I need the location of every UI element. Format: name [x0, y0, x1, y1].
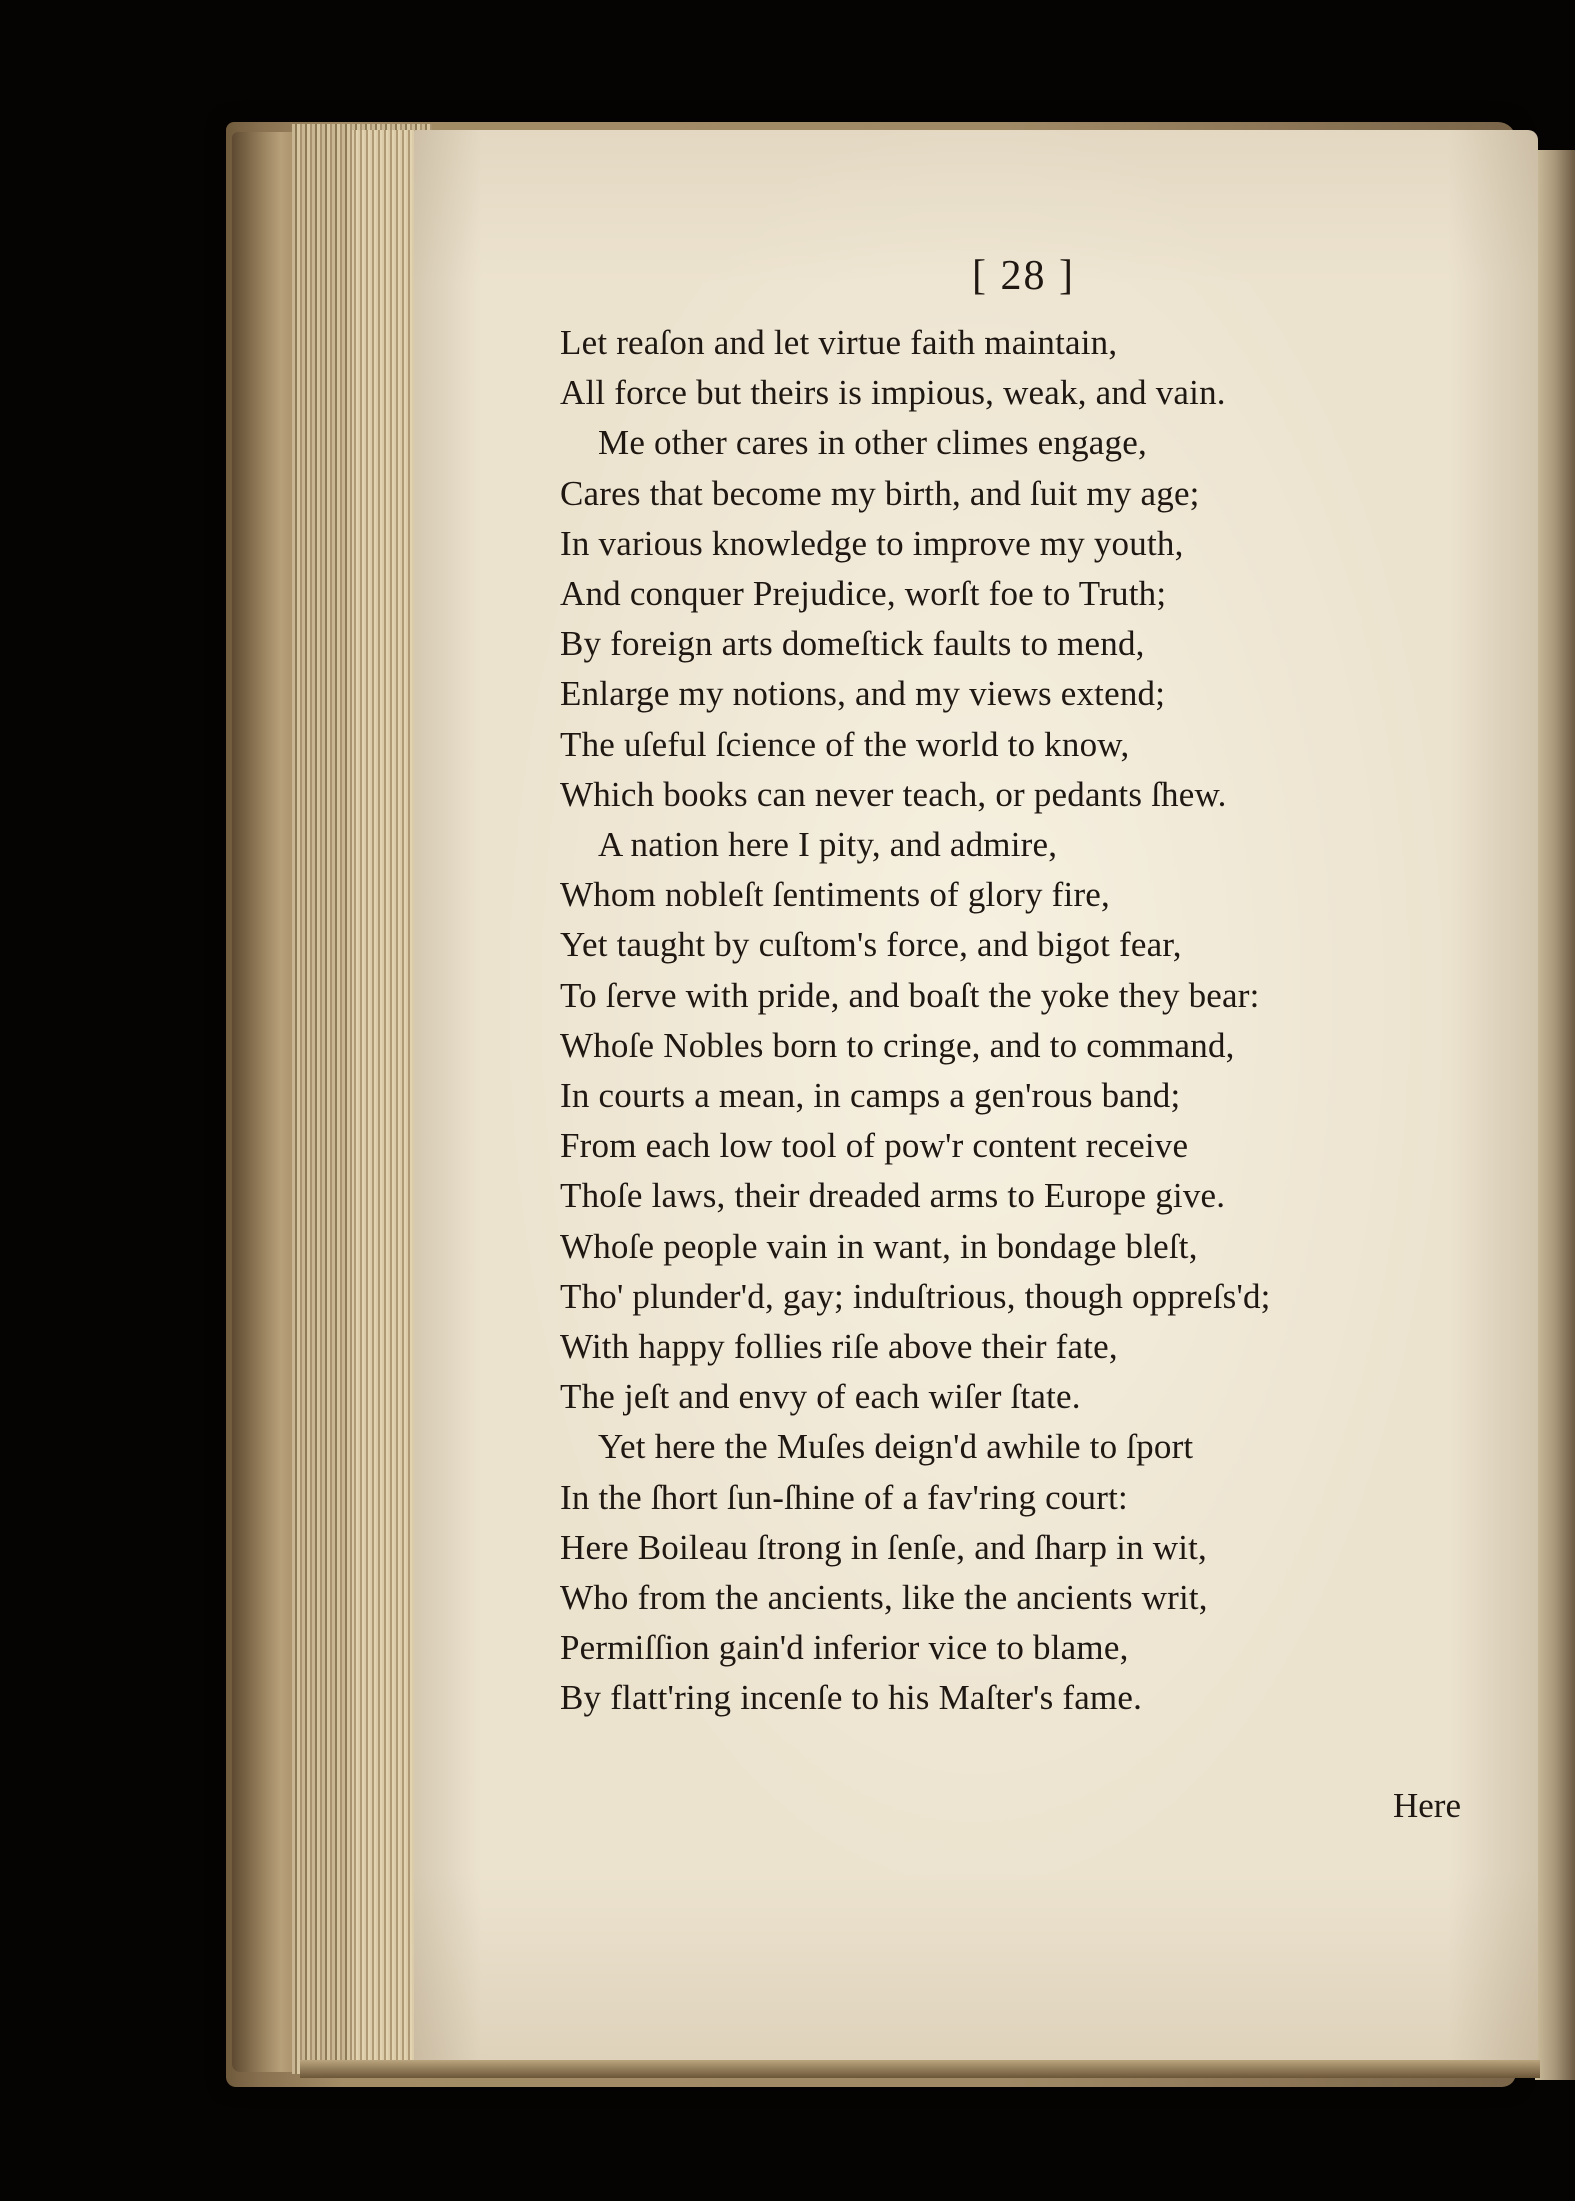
poem-line: Me other cares in other climes engage, — [598, 423, 1147, 463]
poem-line: Yet here the Muſes deign'd awhile to ſport — [598, 1427, 1194, 1467]
poem-line: Let reaſon and let virtue faith maintain, — [560, 323, 1118, 362]
poem-line: Who from the ancients, like the ancients writ, — [560, 1578, 1208, 1618]
poem-line: By foreign arts domeſtick faults to mend, — [560, 624, 1145, 664]
poem-line: Whoſe people vain in want, in bondage bleſt, — [560, 1226, 1198, 1266]
page-edges-inner — [352, 130, 416, 2065]
book-bottom-edge — [300, 2060, 1540, 2078]
poem-line: Which books can never teach, or pedants ſhew. — [560, 774, 1227, 814]
poem-line: Enlarge my notions, and my views extend; — [560, 674, 1166, 714]
poem-line: Whom nobleſt ſentiments of glory fire, — [560, 875, 1110, 915]
poem-line: To ſerve with pride, and boaſt the yoke they bear: — [560, 975, 1260, 1015]
poem-line: In the ſhort ſun-ſhine of a fav'ring court: — [560, 1477, 1128, 1517]
poem-line: Here Boileau ſtrong in ſenſe, and ſharp in wit, — [560, 1527, 1208, 1567]
poem-line: Cares that become my birth, and ſuit my age; — [560, 473, 1200, 513]
poem-line: And conquer Prejudice, worſt foe to Truth; — [560, 574, 1167, 614]
poem-line: In courts a mean, in camps a gen'rous band; — [560, 1076, 1181, 1116]
poem-line: Permiſſion gain'd inferior vice to blame, — [560, 1628, 1129, 1668]
poem-line: Thoſe laws, their dreaded arms to Europe give. — [560, 1176, 1226, 1216]
catchword: Here — [1393, 1786, 1462, 1825]
page-number-header: [ 28 ] — [972, 253, 1075, 299]
poem-line: All force but theirs is impious, weak, and vain. — [560, 373, 1226, 413]
poem-line: From each low tool of pow'r content receive — [560, 1126, 1189, 1166]
poem-line: By flatt'ring incenſe to his Maſter's fame. — [560, 1678, 1143, 1718]
facing-page-edge — [1535, 150, 1575, 2080]
poem-line: With happy follies riſe above their fate, — [560, 1327, 1118, 1367]
poem-text — [560, 318, 1460, 1724]
poem-line: Tho' plunder'd, gay; induſtrious, though oppreſs'd; — [560, 1276, 1271, 1316]
poem-line: Whoſe Nobles born to cringe, and to command, — [560, 1025, 1235, 1065]
poem-line: The jeſt and envy of each wiſer ſtate. — [560, 1377, 1081, 1417]
poem-line: Yet taught by cuſtom's force, and bigot fear, — [560, 925, 1182, 965]
poem-line: The uſeful ſcience of the world to know, — [560, 724, 1130, 764]
poem-line: In various knowledge to improve my youth, — [560, 523, 1184, 563]
poem-line: A nation here I pity, and admire, — [598, 825, 1058, 865]
